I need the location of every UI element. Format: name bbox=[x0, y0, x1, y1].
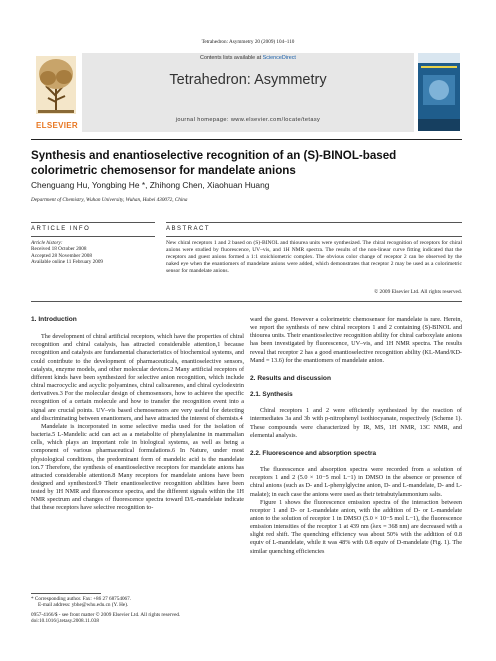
footnotes bbox=[31, 596, 244, 609]
header-divider bbox=[31, 139, 462, 140]
journal-title: Tetrahedron: Asymmetry bbox=[169, 72, 327, 88]
footnote-rule bbox=[31, 593, 101, 594]
section-heading-synthesis: 2.1. Synthesis bbox=[250, 391, 293, 399]
journal-homepage[interactable]: journal homepage: www.elsevier.com/locate/tetasy bbox=[175, 117, 321, 123]
article-info-heading: ARTICLE INFO bbox=[31, 226, 91, 232]
right-column bbox=[250, 316, 462, 556]
elsevier-tree-logo bbox=[34, 52, 78, 120]
article-title: Synthesis and enantioselective recognition of an (S)-BINOL-based colorimetric chemosensor for mandelate anions bbox=[31, 149, 397, 177]
abstract-rule-bottom bbox=[31, 301, 462, 302]
intro-paragraph-2: Mandelate is incorporated in some selective media used for the isolation of bacteria.5 L-Mandelic acid can act as a metabolite of phenylalanine in mammalian cells, which plays an important role in biological systems, as well as being a component of various pharmaceutical formulations.6 In Nature, under most physiological conditions, the predominant form of mandelic acid is the mandelate ion.7 Therefore, the synthesis of enantioselective receptors for mandelate anions has attracted considerable attention.8 Many receptors for mandelate anions have been designed and synthesized.9 Their enantioselective recognition abilities have been tested by 1H NMR and fluorescence spectra, and the different signals within the 1H NMR spectrum and changes of fluorescence spectra toward D/L-mandelate indicate that these receptors have selective recognition to- bbox=[31, 422, 244, 512]
article-info-rule bbox=[31, 236, 155, 237]
intro-paragraph-1: The development of chiral artificial receptors, which have the properties of chiral recognition and chiral catalysis, has attracted considerable attention,1 because recognition and catalysis are fundamental characteristics of biochemical systems, and could contribute to the development of pharmaceuticals, enantioselective sensors, catalysts, enzyme models, and other molecular devices.2 Many artificial receptors of different kinds have been synthesized for selective anion recognition, which include chiral macrocyclic and acyclic polyamines, chiral calixarenes, and chiral cyclodextrin derivatives.3 For the molecular design of chemosensors, how to achieve the specific recognition of a certain molecule and how to transfer the recognition event into a signal are crucial points. UV–vis based chemosensors are very useful for detecting and discriminating between enantiomers, and have attracted the interest of chemists.4 bbox=[31, 333, 244, 422]
article-history bbox=[31, 240, 155, 266]
footer-doi[interactable]: doi:10.1016/j.tetasy.2008.11.038 bbox=[31, 618, 99, 625]
abstract-heading: ABSTRACT bbox=[166, 226, 211, 232]
contents-prefix: Contents lists available at bbox=[200, 55, 263, 61]
section-heading-introduction: 1. Introduction bbox=[31, 316, 77, 323]
footnote-corresponding: * Corresponding author. Fax: +86 27 68754067. bbox=[31, 596, 132, 602]
article-info-rule-top bbox=[31, 222, 155, 223]
page-footer bbox=[31, 612, 291, 625]
left-column bbox=[31, 316, 244, 513]
abstract-rule-top bbox=[166, 222, 462, 223]
sciencedirect-link[interactable]: ScienceDirect bbox=[262, 55, 296, 61]
footer-issn: 0957-4166/$ - see front matter © 2009 Elsevier Ltd. All rights reserved. bbox=[31, 612, 181, 618]
history-received: Received 18 October 2008 bbox=[31, 246, 87, 253]
section-heading-spectra: 2.2. Fluorescence and absorption spectra bbox=[250, 449, 377, 457]
spectra-paragraph-2: Figure 1 shows the fluorescence emission spectra of the interaction between receptor 1 and D- or L-mandelate anion, with the addition of D- or L-mandelate anion to the solution of receptor 1 in DMSO (5.0 × 10−5 mol L−1), the fluorescence emission intensities of the receptor 1 at 439 nm (λex = 368 nm) are decreased with a slight red shift. The quenching efficiency was about 50% with the addition of 0.8 equiv of L-mandelate, while it was 48% with 0.8 equiv of D-mandelate (Fig. 1). The similar quenching efficiencies bbox=[250, 498, 462, 555]
running-header: Tetrahedron: Asymmetry 20 (2009) 104–110 bbox=[201, 39, 295, 45]
abstract-rule bbox=[166, 236, 462, 237]
history-accepted: Accepted 28 November 2008 bbox=[31, 252, 92, 259]
abstract-text: New chiral receptors 1 and 2 based on (S)-BINOL and thiourea units were synthesized. The chiral recognition of receptors for chiral anions were studied by fluorescence, UV–vis, and 1H NMR spectra. The results of the non-linear curve fitting indicated that the receptors and guest anions formed a 1:1 stoichiometric complex. The obvious color change of receptor 2 can be observed by the naked eye when the enantiomers of mandelate anions were added, which demonstrates that receptor 2 may be used as a colorimetric sensor for mandelate anions. bbox=[166, 240, 462, 275]
affiliation: Department of Chemistry, Wuhan University, Wuhan, Hubei 430072, China bbox=[31, 197, 188, 203]
footnote-email: E-mail address: ybhe@whu.edu.cn (Y. He). bbox=[38, 602, 129, 609]
intro-continued: ward the guest. However a colorimetric chemosensor for mandelate is rare. Herein, we report the synthesis of new chiral receptors 1 and 2 containing (S)-BINOL and thiourea units. Their enantioselective recognition ability for chiral carboxylate anions has been investigated by fluorescence, UV–vis, and 1H NMR spectra. The results reveal that receptor 2 has a good enantioselective recognition ability (KL-Mand/KD-Mand = 13.6) for the enantiomers of mandelate anion. bbox=[250, 316, 462, 364]
abstract-copyright: © 2009 Elsevier Ltd. All rights reserved. bbox=[374, 289, 462, 295]
history-label: Article history: bbox=[31, 240, 63, 246]
synthesis-paragraph: Chiral receptors 1 and 2 were efficiently synthesized by the reaction of intermediates 3a and 3b with p-nitrophenyl isothiocyanate, respectively (Scheme 1). These compounds were characterized by IR, MS, 1H NMR, 13C NMR, and elemental analysis. bbox=[250, 407, 462, 439]
authors: Chenguang Hu, Yongbing He *, Zhihong Chen, Xiaohuan Huang bbox=[31, 180, 270, 190]
spectra-paragraph-1: The fluorescence and absorption spectra were recorded from a solution of receptors 1 and 2 (5.0 × 10−5 mol L−1) in DMSO in the absence or presence of chiral anions (such as D- and L-phenylglycine anion, D- and L-mandelate, D- and L-malate); in each case the anions were used as their tetrabutylammonium salts. bbox=[250, 466, 462, 498]
contents-availability bbox=[82, 55, 414, 61]
section-heading-results: 2. Results and discussion bbox=[250, 374, 331, 382]
publisher-name: ELSEVIER bbox=[36, 121, 78, 130]
journal-cover-image bbox=[418, 53, 460, 131]
history-online: Available online 11 February 2009 bbox=[31, 259, 104, 266]
